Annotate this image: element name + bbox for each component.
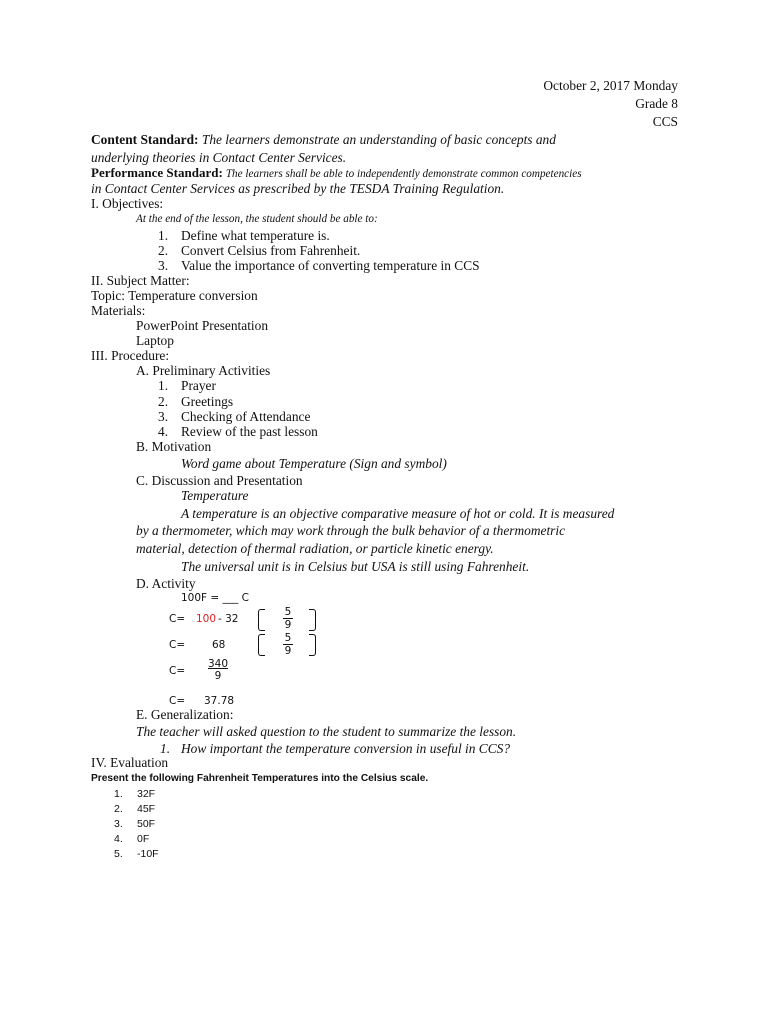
fraction-numerator: 340 xyxy=(207,658,229,670)
grade-level: Grade 8 xyxy=(635,96,678,111)
discussion-paragraph-2: The universal unit is in Celsius but USA is still using Fahrenheit. xyxy=(181,559,530,574)
content-standard-text-1: The learners demonstrate an understanding of basic concepts and xyxy=(201,132,556,147)
discussion-title: Temperature xyxy=(181,488,249,503)
material-item: Laptop xyxy=(136,333,174,348)
materials-label: Materials: xyxy=(91,303,146,318)
celsius-label: C= xyxy=(169,639,186,651)
preliminary-heading: A. Preliminary Activities xyxy=(136,363,271,378)
performance-standard-label: Performance Standard: xyxy=(91,165,223,180)
fraction-numerator: 5 xyxy=(284,632,292,644)
fraction xyxy=(204,658,232,682)
celsius-label: C= xyxy=(169,613,186,625)
highlighted-value: 100 xyxy=(196,613,217,625)
content-standard-label: Content Standard: xyxy=(91,132,199,147)
discussion-paragraph-line: by a thermometer, which may work through the bulk behavior of a thermometric xyxy=(136,523,566,538)
discussion-paragraph-line: material, detection of thermal radiation, or particle kinetic energy. xyxy=(136,541,494,556)
preliminary-item: Review of the past lesson xyxy=(181,424,318,439)
topic-line: Topic: Temperature conversion xyxy=(91,288,258,303)
motivation-text: Word game about Temperature (Sign and symbol) xyxy=(181,456,447,471)
evaluation-heading: IV. Evaluation xyxy=(91,755,169,770)
evaluation-item: -10F xyxy=(137,848,159,860)
fraction xyxy=(280,632,296,657)
left-bracket xyxy=(258,634,265,656)
left-bracket xyxy=(258,609,265,631)
celsius-label: C= xyxy=(169,665,186,677)
preliminary-item: Prayer xyxy=(181,378,216,393)
evaluation-number: 5. xyxy=(114,848,123,860)
generalization-question: How important the temperature conversion in useful in CCS? xyxy=(181,741,511,756)
preliminary-number: 3. xyxy=(158,409,169,424)
evaluation-number: 3. xyxy=(114,818,123,830)
material-item: PowerPoint Presentation xyxy=(136,318,269,333)
generalization-heading: E. Generalization: xyxy=(136,707,234,722)
discussion-heading: C. Discussion and Presentation xyxy=(136,473,303,488)
objective-item: Convert Celsius from Fahrenheit. xyxy=(181,243,361,258)
generalization-number: 1. xyxy=(160,741,171,756)
objectives-intro: At the end of the lesson, the student should be able to: xyxy=(136,213,378,225)
evaluation-item: 0F xyxy=(137,833,150,845)
evaluation-instruction: Present the following Fahrenheit Temperatures into the Celsius scale. xyxy=(91,773,429,784)
fraction-denominator: 9 xyxy=(284,619,292,631)
evaluation-item: 50F xyxy=(137,818,156,830)
fraction-denominator: 9 xyxy=(284,645,292,657)
evaluation-number: 1. xyxy=(114,788,123,800)
fraction xyxy=(280,606,296,631)
activity-heading: D. Activity xyxy=(136,576,196,591)
preliminary-item: Checking of Attendance xyxy=(181,409,311,424)
evaluation-number: 2. xyxy=(114,803,123,815)
fraction-denominator: 9 xyxy=(214,670,222,682)
celsius-label: C= xyxy=(169,695,186,707)
evaluation-number: 4. xyxy=(114,833,123,845)
subtraction-term: - 32 xyxy=(218,613,239,625)
evaluation-item: 32F xyxy=(137,788,156,800)
preliminary-number: 1. xyxy=(158,378,169,393)
fraction-numerator: 5 xyxy=(284,606,292,618)
performance-standard-text-2: in Contact Center Services as prescribed by the TESDA Training Regulation. xyxy=(91,181,505,196)
lesson-date: October 2, 2017 Monday xyxy=(543,78,678,93)
content-standard-text-2: underlying theories in Contact Center Services. xyxy=(91,150,347,165)
generalization-text: The teacher will asked question to the student to summarize the lesson. xyxy=(136,724,517,739)
preliminary-number: 4. xyxy=(158,424,169,439)
objective-number: 1. xyxy=(158,228,169,243)
right-bracket xyxy=(309,609,316,631)
procedure-heading: III. Procedure: xyxy=(91,348,170,363)
performance-standard-text-1: The learners shall be able to independently demonstrate common competencies xyxy=(225,168,582,180)
preliminary-item: Greetings xyxy=(181,394,234,409)
motivation-heading: B. Motivation xyxy=(136,439,212,454)
right-bracket xyxy=(309,634,316,656)
subject-code: CCS xyxy=(652,114,678,129)
discussion-paragraph-line: A temperature is an objective comparative measure of hot or cold. It is measured xyxy=(181,506,615,521)
objective-item: Define what temperature is. xyxy=(181,228,330,243)
content-standard xyxy=(91,131,691,149)
objective-number: 2. xyxy=(158,243,169,258)
objective-number: 3. xyxy=(158,258,169,273)
objectives-heading: I. Objectives: xyxy=(91,196,164,211)
step-value: 68 xyxy=(212,639,226,651)
preliminary-number: 2. xyxy=(158,394,169,409)
objective-item: Value the importance of converting temperature in CCS xyxy=(181,258,480,273)
evaluation-item: 45F xyxy=(137,803,156,815)
activity-result: 37.78 xyxy=(204,695,235,707)
activity-problem: 100F = ___ C xyxy=(181,592,249,604)
subject-matter-heading: II. Subject Matter: xyxy=(91,273,190,288)
